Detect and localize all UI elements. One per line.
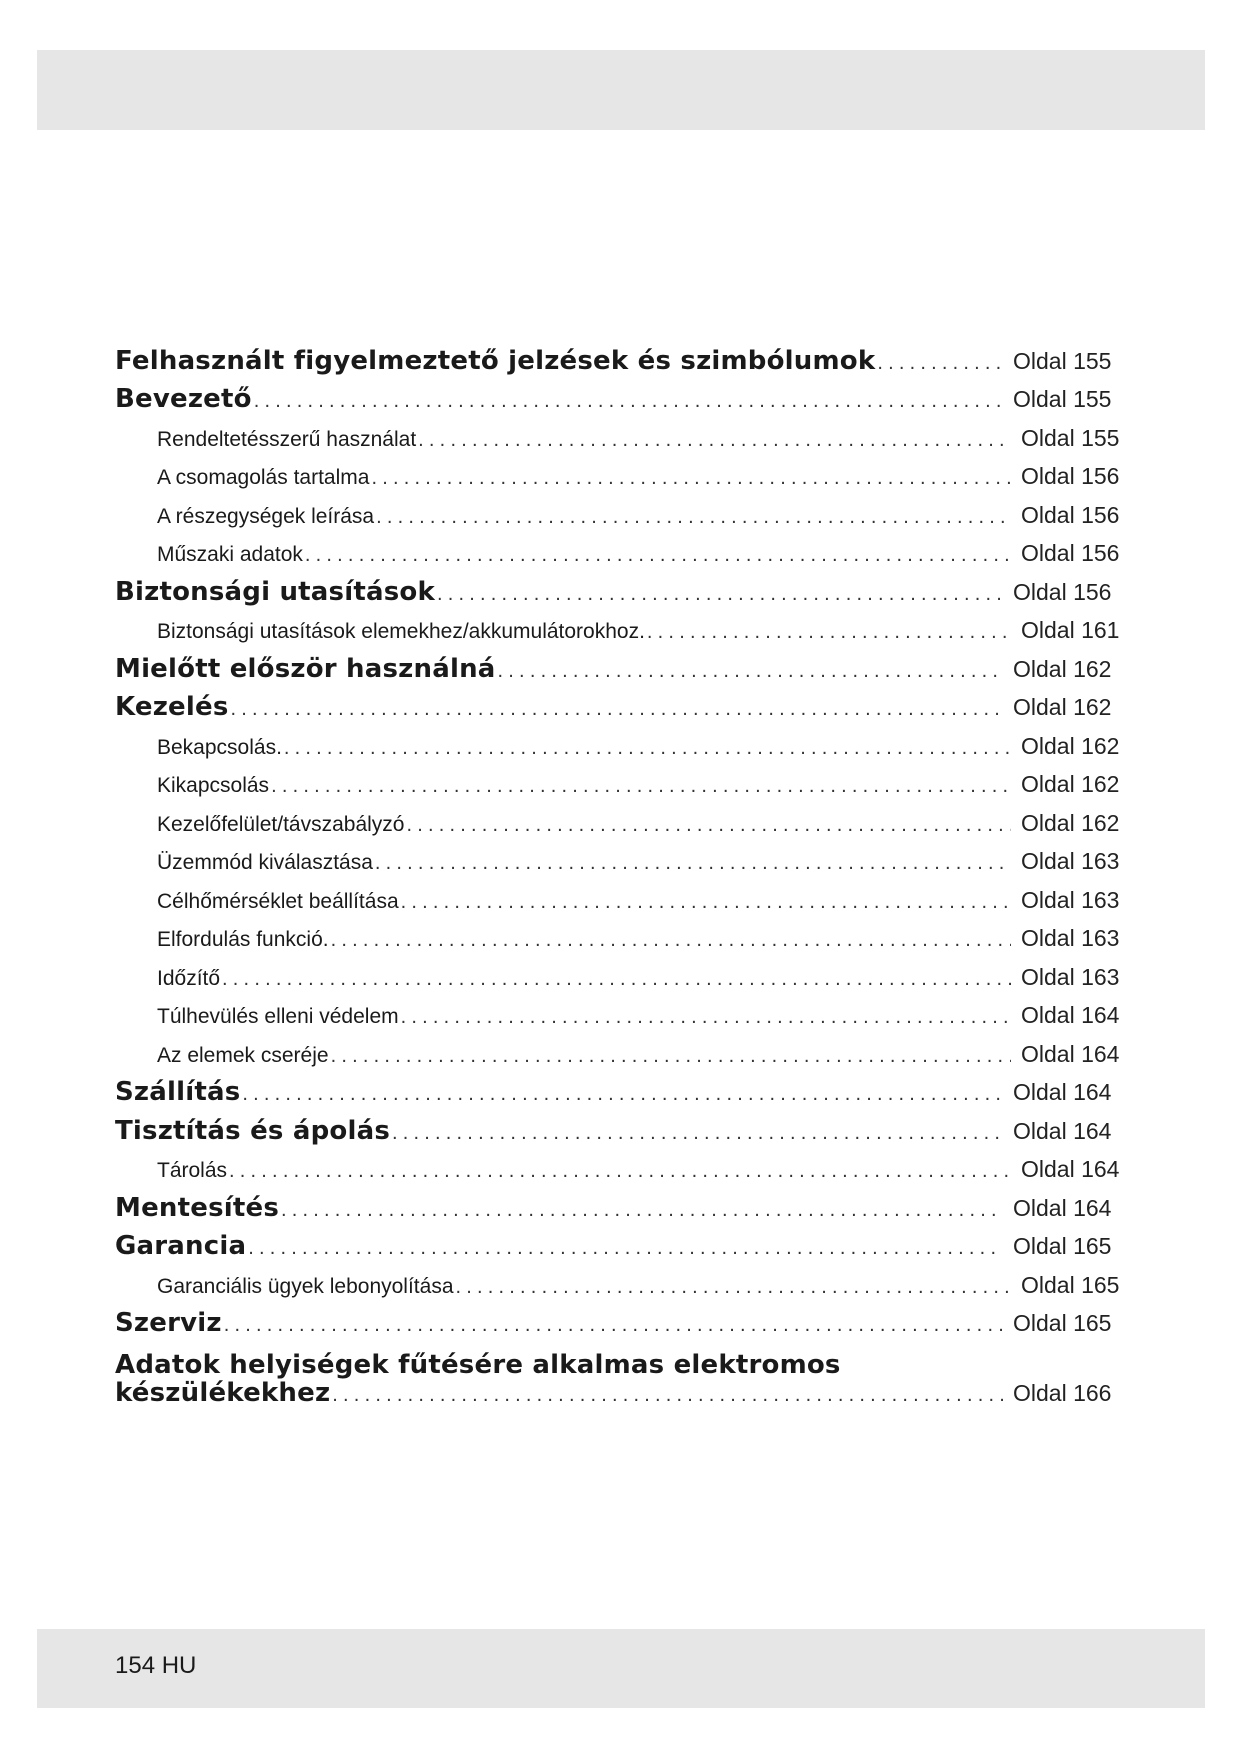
toc-entry-page: Oldal 165 — [1013, 1233, 1112, 1259]
toc-entry-page: Oldal 163 — [1021, 963, 1120, 990]
toc-subentry[interactable] — [115, 1152, 1125, 1191]
toc-entry[interactable] — [115, 1344, 1125, 1414]
toc-entry-page: Oldal 155 — [1013, 386, 1112, 412]
toc-entry-title: Szállítás — [115, 1077, 241, 1107]
dot-leader — [498, 660, 1003, 683]
toc-entry[interactable] — [115, 1306, 1125, 1345]
dot-leader — [376, 506, 1011, 529]
toc-entry-title: Tisztítás és ápolás — [115, 1115, 391, 1146]
toc-entry-page: Oldal 164 — [1013, 1079, 1112, 1105]
toc-entry-page: Oldal 162 — [1013, 655, 1112, 682]
toc-subentry[interactable] — [115, 998, 1125, 1037]
toc-entry[interactable] — [115, 574, 1125, 613]
toc-entry-title: Túlhevülés elleni védelem — [157, 1005, 399, 1028]
toc-entry-page: Oldal 166 — [1013, 1380, 1112, 1406]
dot-leader — [248, 1237, 1003, 1260]
dot-leader — [456, 1276, 1011, 1299]
toc-subentry[interactable] — [115, 921, 1125, 960]
dot-leader — [401, 1006, 1011, 1029]
toc-subentry[interactable] — [115, 536, 1125, 575]
dot-leader — [281, 1199, 1003, 1222]
toc-entry-page: Oldal 165 — [1021, 1271, 1120, 1298]
toc-entry-page: Oldal 164 — [1021, 1002, 1120, 1028]
dot-leader — [401, 891, 1011, 914]
toc-subentry[interactable] — [115, 959, 1125, 998]
toc-entry-page: Oldal 156 — [1021, 540, 1120, 566]
toc-subentry[interactable] — [115, 882, 1125, 921]
toc-entry-title: Bekapcsolás. — [157, 735, 282, 759]
table-of-contents — [115, 343, 1125, 1414]
dot-leader — [371, 467, 1011, 490]
toc-entry-title: Időzítő — [157, 966, 221, 990]
dot-leader — [647, 621, 1011, 644]
dot-leader — [331, 929, 1011, 952]
toc-subentry[interactable] — [115, 420, 1125, 459]
toc-entry[interactable] — [115, 382, 1125, 421]
toc-entry-page: Oldal 161 — [1021, 617, 1120, 643]
toc-entry[interactable] — [115, 1075, 1125, 1114]
toc-entry-page: Oldal 156 — [1013, 578, 1112, 605]
toc-entry-title: Műszaki adatok — [157, 543, 303, 566]
toc-entry-title: Biztonsági utasítások — [115, 576, 435, 607]
dot-leader — [375, 852, 1011, 875]
toc-entry-title: Garancia — [115, 1231, 247, 1261]
toc-entry-page: Oldal 164 — [1021, 1040, 1120, 1067]
dot-leader — [332, 1384, 1003, 1407]
dot-leader — [224, 1314, 1003, 1337]
toc-entry-page: Oldal 164 — [1013, 1194, 1112, 1221]
dot-leader — [392, 1122, 1003, 1145]
toc-entry-title: A csomagolás tartalma — [157, 466, 370, 489]
toc-entry-title: Tárolás — [157, 1159, 228, 1182]
toc-entry-page: Oldal 156 — [1021, 463, 1120, 489]
toc-subentry[interactable] — [115, 844, 1125, 883]
dot-leader — [242, 1083, 1003, 1106]
toc-entry[interactable] — [115, 1113, 1125, 1152]
toc-entry-page: Oldal 156 — [1021, 501, 1120, 528]
toc-entry-page: Oldal 163 — [1021, 886, 1120, 913]
toc-entry-title: Az elemek cseréje — [157, 1043, 329, 1067]
toc-entry-title: Felhasznált figyelmeztető jelzések és szimbólumok — [115, 345, 876, 376]
toc-entry-title: készülékekhez — [115, 1378, 331, 1408]
toc-entry-title: A részegységek leírása — [157, 504, 375, 528]
toc-entry-title: Mentesítés — [115, 1192, 280, 1223]
dot-leader — [231, 698, 1003, 721]
toc-entry-page: Oldal 163 — [1021, 848, 1120, 874]
toc-entry-title: Biztonsági utasítások elemekhez/akkumulátorokhoz. — [157, 620, 645, 643]
toc-entry-page: Oldal 155 — [1013, 347, 1112, 374]
footer-band — [37, 1629, 1205, 1708]
toc-subentry[interactable] — [115, 767, 1125, 806]
header-band — [37, 50, 1205, 130]
toc-entry-title: Garanciális ügyek lebonyolítása — [157, 1274, 454, 1298]
dot-leader — [305, 544, 1011, 567]
toc-entry-page: Oldal 164 — [1021, 1156, 1120, 1182]
dot-leader — [284, 737, 1011, 760]
toc-entry-page: Oldal 162 — [1021, 771, 1120, 797]
dot-leader — [271, 775, 1011, 798]
toc-entry-page: Oldal 162 — [1013, 694, 1112, 720]
toc-entry-page: Oldal 164 — [1013, 1117, 1112, 1144]
toc-entry-title: Bevezető — [115, 384, 252, 414]
toc-entry[interactable] — [115, 343, 1125, 382]
toc-entry-title: Kezelőfelület/távszabályzó — [157, 812, 405, 836]
dot-leader — [418, 429, 1011, 452]
dot-leader — [437, 583, 1003, 606]
toc-entry-page: Oldal 165 — [1013, 1310, 1112, 1336]
toc-entry[interactable] — [115, 1229, 1125, 1268]
dot-leader — [877, 352, 1003, 375]
toc-entry-title: Rendeltetésszerű használat — [157, 427, 417, 451]
toc-subentry[interactable] — [115, 497, 1125, 536]
toc-entry-title: Kikapcsolás — [157, 774, 270, 797]
toc-entry-page: Oldal 155 — [1021, 424, 1120, 451]
toc-entry-title: Mielőtt először használná — [115, 653, 496, 684]
toc-entry[interactable] — [115, 690, 1125, 729]
toc-entry-page: Oldal 162 — [1021, 809, 1120, 836]
toc-subentry[interactable] — [115, 728, 1125, 767]
toc-entry-page: Oldal 163 — [1021, 925, 1120, 951]
toc-entry-title-line1: Adatok helyiségek fűtésére alkalmas elektromos — [115, 1350, 841, 1380]
toc-entry-title: Kezelés — [115, 692, 229, 722]
toc-entry-title: Szerviz — [115, 1308, 222, 1338]
toc-subentry[interactable] — [115, 1267, 1125, 1306]
toc-subentry[interactable] — [115, 1036, 1125, 1075]
toc-entry[interactable] — [115, 1190, 1125, 1229]
dot-leader — [229, 1160, 1011, 1183]
dot-leader — [254, 390, 1003, 413]
toc-subentry[interactable] — [115, 805, 1125, 844]
toc-subentry[interactable] — [115, 459, 1125, 498]
dot-leader — [222, 968, 1011, 991]
dot-leader — [406, 814, 1011, 837]
dot-leader — [331, 1045, 1011, 1068]
page-number: 154 HU — [115, 1652, 197, 1679]
toc-entry-title: Üzemmód kiválasztása — [157, 851, 373, 874]
toc-entry-title: Célhőmérséklet beállítása — [157, 889, 399, 913]
toc-entry[interactable] — [115, 651, 1125, 690]
toc-entry-title: Elfordulás funkció. — [157, 928, 329, 951]
toc-subentry[interactable] — [115, 613, 1125, 652]
toc-entry-page: Oldal 162 — [1021, 732, 1120, 759]
